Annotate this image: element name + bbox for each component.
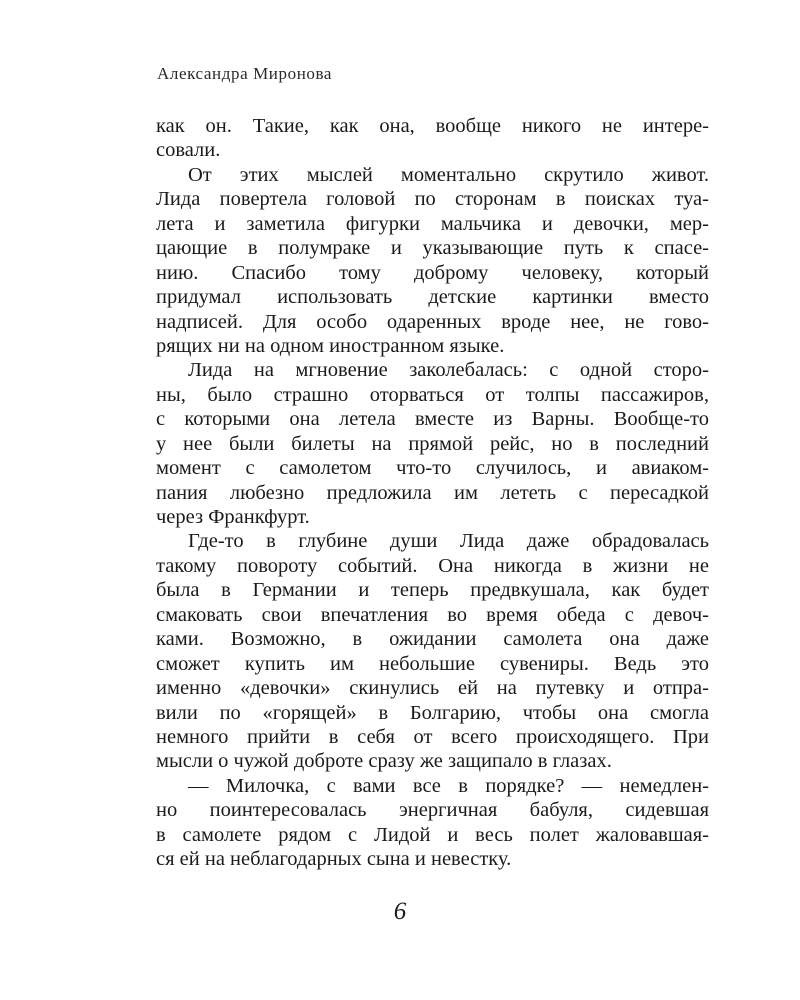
text-line: вили по «горящей» в Болгарию, чтобы она смогла (156, 701, 709, 724)
text-line: ны, было страшно оторваться от толпы пассажиров, (156, 383, 709, 406)
text-line: через Франкфурт. (156, 506, 310, 528)
body-text (156, 114, 709, 872)
text-line: надписей. Для особо одаренных вроде нее, не гово- (156, 310, 709, 333)
text-line: именно «девочки» скинулись ей на путевку и отпра- (156, 677, 709, 700)
text-line: в самолете рядом с Лидой и весь полет жаловавшая- (156, 823, 709, 846)
text-line: нию. Спасибо тому доброму человеку, который (156, 261, 709, 284)
text-line: совали. (156, 139, 221, 162)
text-line: немного прийти в себя от всего происходящего. При (156, 725, 709, 748)
text-line: такому повороту событий. Она никогда в жизни не (156, 554, 709, 577)
text-line: придумал использовать детские картинки вместо (156, 286, 709, 309)
text-line: как он. Такие, как она, вообще никого не интере- (156, 115, 709, 137)
running-head-author: Александра Миронова (157, 64, 333, 83)
text-line: с которыми она летела вместе из Варны. Вообще-то (156, 408, 709, 431)
text-line: цающие в полумраке и указывающие путь к спасе- (156, 237, 709, 260)
text-line: но поинтересовалась энергичная бабуля, сидевшая (156, 799, 709, 822)
text-line: сможет купить им небольшие сувениры. Ведь это (156, 652, 709, 675)
text-line: у нее были билеты на прямой рейс, но в последний (156, 432, 709, 455)
text-line: Лида повертела головой по сторонам в поисках туа- (156, 188, 709, 211)
text-line: смаковать свои впечатления во время обеда с девоч- (156, 603, 709, 626)
text-line: была в Германии и теперь предвкушала, как будет (156, 579, 709, 602)
text-line: момент с самолетом что-то случилось, и авиаком- (156, 457, 709, 480)
text-line: ся ей на неблагодарных сына и невестку. (156, 848, 512, 871)
text-line: Лида на мгновение заколебалась: с одной сторо- (188, 359, 709, 382)
text-line: Где-то в глубине души Лида даже обрадовалась (188, 530, 709, 553)
page-number: 6 (393, 898, 407, 925)
text-line: лета и заметила фигурки мальчика и девочки, мер- (156, 212, 709, 235)
text-line: рящих ни на одном иностранном языке. (156, 334, 505, 357)
text-line: — Милочка, с вами все в порядке? — немедлен- (188, 774, 709, 797)
text-line: мысли о чужой доброте сразу же защипало в глазах. (156, 750, 612, 773)
text-line: ками. Возможно, в ожидании самолета она даже (156, 628, 709, 651)
text-line: От этих мыслей моментально скрутило живот. (188, 163, 709, 186)
text-line: пания любезно предложила им лететь с пересадкой (156, 481, 709, 504)
